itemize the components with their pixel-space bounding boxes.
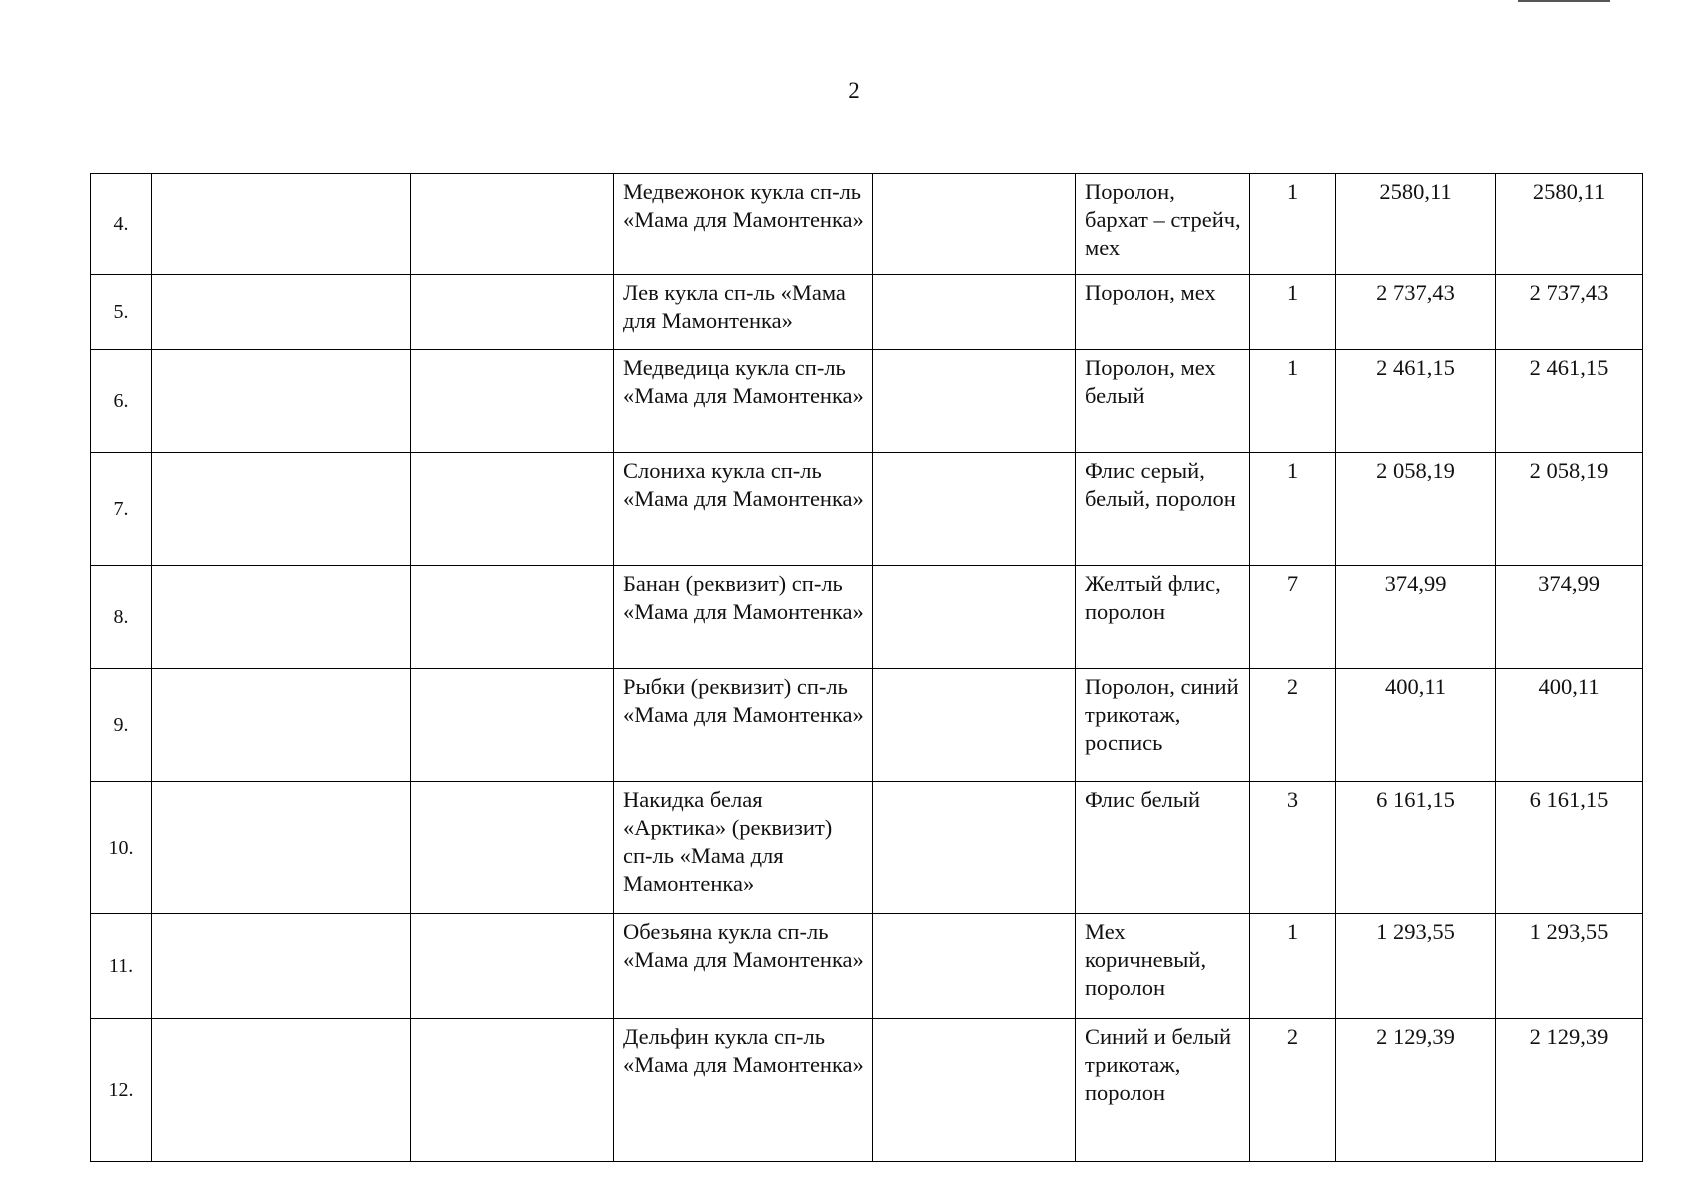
table-row [91, 669, 1643, 782]
quantity-cell: 1 [1250, 350, 1336, 453]
empty-cell [152, 174, 411, 275]
empty-cell [152, 914, 411, 1019]
empty-cell [411, 566, 614, 669]
empty-cell [152, 669, 411, 782]
empty-cell [411, 669, 614, 782]
price-cell: 2 737,43 [1336, 275, 1496, 350]
row-number-cell: 12. [91, 1019, 152, 1162]
row-number-cell: 8. [91, 566, 152, 669]
material-cell: Поролон, бархат – стрейч, мех [1076, 174, 1250, 275]
price-cell: 2 129,39 [1336, 1019, 1496, 1162]
item-name-cell: Медвежонок кукла сп-ль «Мама для Мамонтенка» [614, 174, 873, 275]
table-row [91, 566, 1643, 669]
quantity-cell: 3 [1250, 782, 1336, 914]
material-cell: Флис серый, белый, поролон [1076, 453, 1250, 566]
empty-cell [152, 1019, 411, 1162]
material-cell: Желтый флис, поролон [1076, 566, 1250, 669]
table-row [91, 275, 1643, 350]
empty-cell [152, 453, 411, 566]
quantity-cell: 1 [1250, 914, 1336, 1019]
row-number-cell: 9. [91, 669, 152, 782]
empty-cell [411, 350, 614, 453]
empty-cell [152, 566, 411, 669]
material-cell: Поролон, мех белый [1076, 350, 1250, 453]
material-cell: Синий и белый трикотаж, поролон [1076, 1019, 1250, 1162]
total-cell: 374,99 [1496, 566, 1643, 669]
empty-cell [873, 350, 1076, 453]
row-number-cell: 6. [91, 350, 152, 453]
material-cell: Поролон, синий трикотаж, роспись [1076, 669, 1250, 782]
row-number-cell: 11. [91, 914, 152, 1019]
empty-cell [411, 275, 614, 350]
empty-cell [152, 275, 411, 350]
material-cell: Флис белый [1076, 782, 1250, 914]
item-name-cell: Рыбки (реквизит) сп-ль «Мама для Мамонтенка» [614, 669, 873, 782]
item-name-cell: Медведица кукла сп-ль «Мама для Мамонтенка» [614, 350, 873, 453]
empty-cell [152, 782, 411, 914]
empty-cell [411, 174, 614, 275]
empty-cell [152, 350, 411, 453]
total-cell: 400,11 [1496, 669, 1643, 782]
empty-cell [411, 782, 614, 914]
empty-cell [411, 1019, 614, 1162]
page-number: 2 [848, 78, 860, 103]
table-row [91, 782, 1643, 914]
row-number-cell: 5. [91, 275, 152, 350]
item-name-cell: Лев кукла сп-ль «Мама для Мамонтенка» [614, 275, 873, 350]
table-row [91, 1019, 1643, 1162]
price-cell: 2580,11 [1336, 174, 1496, 275]
price-cell: 2 461,15 [1336, 350, 1496, 453]
material-cell: Поролон, мех [1076, 275, 1250, 350]
table-row [91, 174, 1643, 275]
empty-cell [873, 1019, 1076, 1162]
empty-cell [411, 453, 614, 566]
empty-cell [411, 914, 614, 1019]
table-row [91, 914, 1643, 1019]
price-cell: 374,99 [1336, 566, 1496, 669]
quantity-cell: 1 [1250, 174, 1336, 275]
empty-cell [873, 566, 1076, 669]
total-cell: 1 293,55 [1496, 914, 1643, 1019]
price-cell: 1 293,55 [1336, 914, 1496, 1019]
empty-cell [873, 453, 1076, 566]
table-row [91, 453, 1643, 566]
quantity-cell: 2 [1250, 1019, 1336, 1162]
row-number-cell: 10. [91, 782, 152, 914]
total-cell: 2580,11 [1496, 174, 1643, 275]
inventory-table-container [90, 173, 1642, 1162]
price-cell: 2 058,19 [1336, 453, 1496, 566]
total-cell: 6 161,15 [1496, 782, 1643, 914]
item-name-cell: Накидка белая «Арктика» (реквизит) сп-ль «Мама для Мамонтенка» [614, 782, 873, 914]
total-cell: 2 461,15 [1496, 350, 1643, 453]
corner-scan-mark [1518, 0, 1610, 2]
total-cell: 2 737,43 [1496, 275, 1643, 350]
table-row [91, 350, 1643, 453]
total-cell: 2 058,19 [1496, 453, 1643, 566]
quantity-cell: 1 [1250, 453, 1336, 566]
row-number-cell: 7. [91, 453, 152, 566]
row-number-cell: 4. [91, 174, 152, 275]
empty-cell [873, 669, 1076, 782]
empty-cell [873, 275, 1076, 350]
empty-cell [873, 174, 1076, 275]
item-name-cell: Дельфин кукла сп-ль «Мама для Мамонтенка» [614, 1019, 873, 1162]
empty-cell [873, 782, 1076, 914]
quantity-cell: 1 [1250, 275, 1336, 350]
material-cell: Мех коричневый, поролон [1076, 914, 1250, 1019]
item-name-cell: Слониха кукла сп-ль «Мама для Мамонтенка» [614, 453, 873, 566]
quantity-cell: 7 [1250, 566, 1336, 669]
item-name-cell: Обезьяна кукла сп-ль «Мама для Мамонтенка» [614, 914, 873, 1019]
inventory-table [90, 173, 1643, 1162]
price-cell: 400,11 [1336, 669, 1496, 782]
empty-cell [873, 914, 1076, 1019]
price-cell: 6 161,15 [1336, 782, 1496, 914]
quantity-cell: 2 [1250, 669, 1336, 782]
item-name-cell: Банан (реквизит) сп-ль «Мама для Мамонтенка» [614, 566, 873, 669]
total-cell: 2 129,39 [1496, 1019, 1643, 1162]
